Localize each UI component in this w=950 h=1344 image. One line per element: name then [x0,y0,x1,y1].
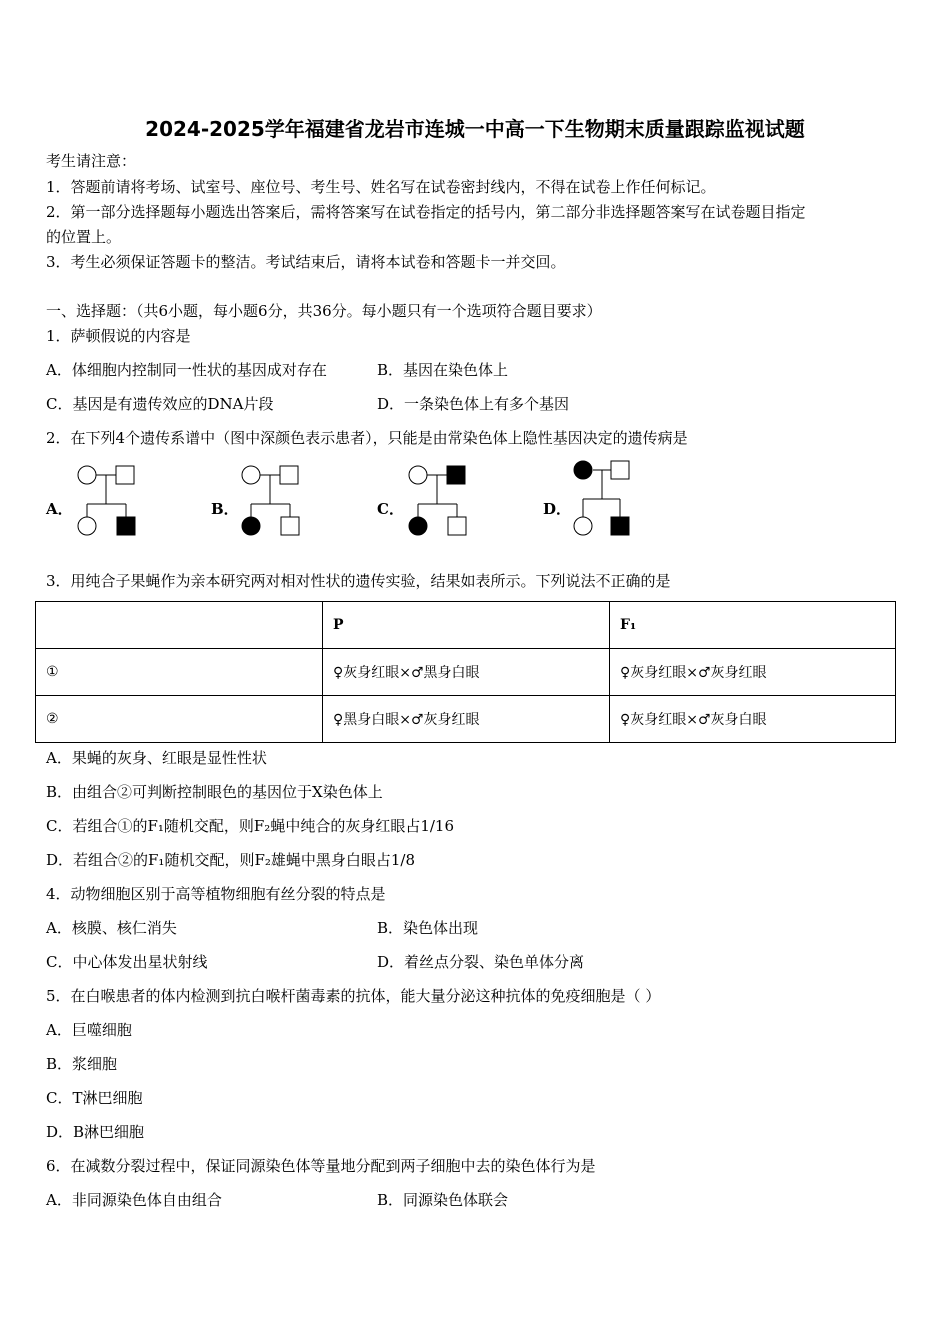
pedigree-a-label: A． [46,500,73,518]
q5-option-d: D．B淋巴细胞 [46,1123,145,1141]
q3-option-a: A．果蝇的灰身、红眼是显性性状 [46,749,267,767]
notice-item-3: 3．考生必须保证答题卡的整洁。考试结束后，请将本试卷和答题卡一并交回。 [46,253,566,271]
pedigree-b [238,458,308,542]
pedigree-c [405,458,475,542]
child-male-affected [611,517,629,535]
child-female-affected [242,517,260,535]
q3-option-c: C．若组合①的F₁随机交配，则F₂蝇中纯合的灰身红眼占1/16 [46,817,455,835]
table-header-row [36,602,896,649]
child-male-normal [281,517,299,535]
q4-stem: 4．动物细胞区别于高等植物细胞有丝分裂的特点是 [46,885,386,903]
q1-stem: 1．萨顿假说的内容是 [46,327,191,345]
q1-option-c: C．基因是有遗传效应的DNA片段 [46,395,274,413]
table-header-cell: F₁ [610,602,896,649]
q4-option-c: C．中心体发出星状射线 [46,953,208,971]
table-cell: ② [36,696,323,743]
child-female-affected [409,517,427,535]
parent-female-normal [409,466,427,484]
child-female-normal [78,517,96,535]
parent-female-normal [78,466,96,484]
q3-option-b: B．由组合②可判断控制眼色的基因位于X染色体上 [46,783,383,801]
child-female-normal [574,517,592,535]
table-header-cell: P [323,602,610,649]
pedigree-d-label: D． [543,500,572,518]
child-male-affected [117,517,135,535]
q6-option-a: A．非同源染色体自由组合 [46,1191,222,1209]
pedigree-c-label: C． [377,500,404,518]
notice-heading: 考生请注意： [46,152,137,170]
notice-item-1: 1．答题前请将考场、试室号、座位号、考生号、姓名写在试卷密封线内，不得在试卷上作任何标记。 [46,178,716,196]
pedigree-d [571,458,641,542]
q5-option-a: A．巨噬细胞 [46,1021,132,1039]
q6-option-b: B．同源染色体联会 [377,1191,509,1209]
table-cell: ① [36,649,323,696]
q5-option-c: C．T淋巴细胞 [46,1089,143,1107]
experiment-table [35,601,896,743]
parent-male-normal [611,461,629,479]
table-cell: ♀灰身红眼×♂黑身白眼 [323,649,610,696]
q5-option-b: B．浆细胞 [46,1055,118,1073]
table-row [36,696,896,743]
q1-option-a: A．体细胞内控制同一性状的基因成对存在 [46,361,327,379]
q3-stem: 3．用纯合子果蝇作为亲本研究两对相对性状的遗传实验，结果如表所示。下列说法不正确的是 [46,572,671,590]
table-row [36,649,896,696]
q2-stem: 2．在下列4个遗传系谱中（图中深颜色表示患者），只能是由常染色体上隐性基因决定的遗传病是 [46,429,688,447]
section-heading: 一、选择题：（共6小题，每小题6分，共36分。每小题只有一个选项符合题目要求） [46,302,602,320]
q4-option-b: B．染色体出现 [377,919,479,937]
q1-option-b: B．基因在染色体上 [377,361,509,379]
q1-option-d: D．一条染色体上有多个基因 [377,395,570,413]
q4-option-a: A．核膜、核仁消失 [46,919,177,937]
exam-title: 2024-2025学年福建省龙岩市连城一中高一下生物期末质量跟踪监视试题 [145,117,805,141]
q3-option-d: D．若组合②的F₁随机交配，则F₂雄蝇中黑身白眼占1/8 [46,851,416,869]
parent-female-normal [242,466,260,484]
parent-male-normal [280,466,298,484]
table-cell: ♀黑身白眼×♂灰身红眼 [323,696,610,743]
q4-option-d: D．着丝点分裂、染色单体分离 [377,953,585,971]
notice-item-2-cont: 的位置上。 [46,228,122,246]
pedigree-a [74,458,144,542]
table-cell: ♀灰身红眼×♂灰身白眼 [610,696,896,743]
parent-female-affected [574,461,592,479]
table-cell: ♀灰身红眼×♂灰身红眼 [610,649,896,696]
table-header-cell [36,602,323,649]
q5-stem: 5．在白喉患者的体内检测到抗白喉杆菌毒素的抗体，能大量分泌这种抗体的免疫细胞是（ ） [46,987,661,1005]
notice-item-2: 2．第一部分选择题每小题选出答案后，需将答案写在试卷指定的括号内，第二部分非选择题答案写在试卷题目指定 [46,203,806,221]
q6-stem: 6．在减数分裂过程中，保证同源染色体等量地分配到两子细胞中去的染色体行为是 [46,1157,596,1175]
child-male-normal [448,517,466,535]
parent-male-normal [116,466,134,484]
pedigree-b-label: B． [211,500,239,518]
parent-male-affected [447,466,465,484]
